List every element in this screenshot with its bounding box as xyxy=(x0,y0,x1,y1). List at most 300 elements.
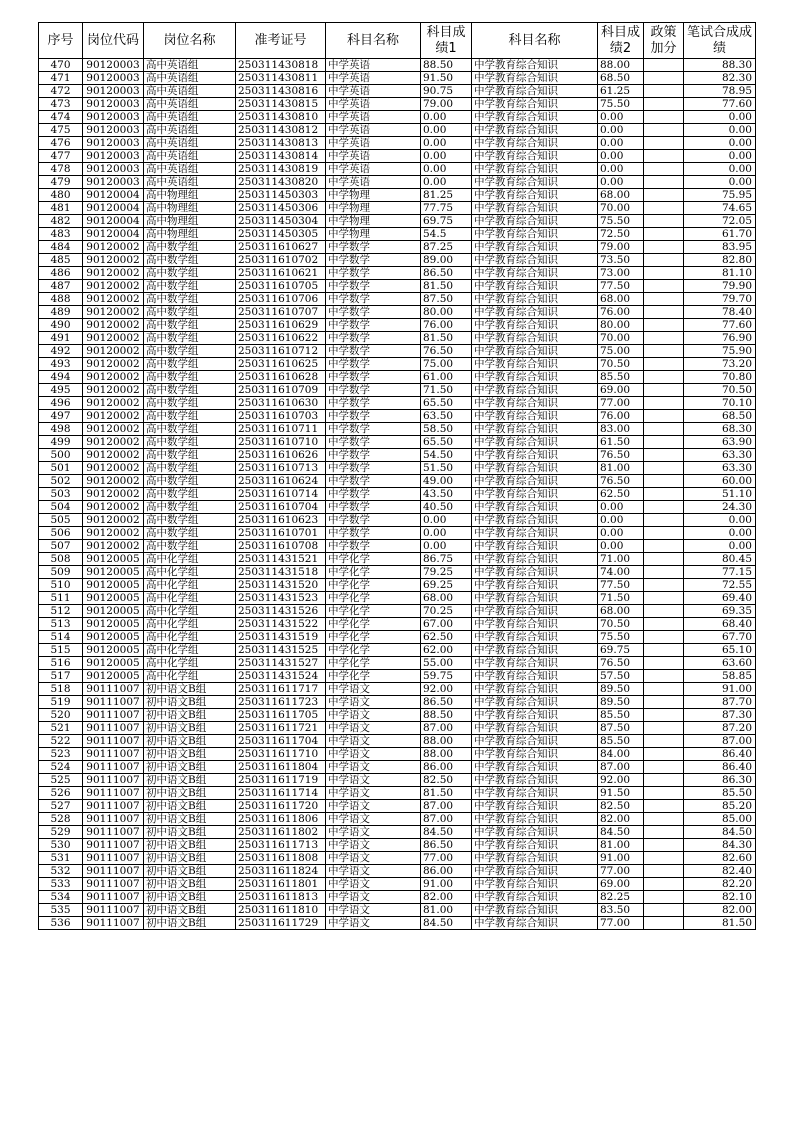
cell-subject2-score: 75.50 xyxy=(598,631,644,644)
cell-subject1-score: 81.25 xyxy=(421,189,472,202)
cell-subject1-score: 0.00 xyxy=(421,176,472,189)
cell-policy-bonus xyxy=(644,410,684,423)
cell-ticket-no: 250311450305 xyxy=(236,228,326,241)
cell-subject2-score: 0.00 xyxy=(598,150,644,163)
cell-subject1-score: 87.00 xyxy=(421,813,472,826)
cell-total-score: 82.60 xyxy=(684,852,756,865)
cell-ticket-no: 250311430820 xyxy=(236,176,326,189)
cell-subject1-score: 70.25 xyxy=(421,605,472,618)
table-row xyxy=(39,150,756,163)
cell-seq: 487 xyxy=(39,280,83,293)
cell-ticket-no: 250311430811 xyxy=(236,72,326,85)
cell-subject1-name: 中学语文 xyxy=(326,865,421,878)
cell-total-score: 82.20 xyxy=(684,878,756,891)
table-row xyxy=(39,72,756,85)
cell-policy-bonus xyxy=(644,59,684,72)
cell-subject1-name: 中学数学 xyxy=(326,358,421,371)
cell-total-score: 79.70 xyxy=(684,293,756,306)
cell-post-code: 90111007 xyxy=(83,787,144,800)
cell-seq: 474 xyxy=(39,111,83,124)
cell-ticket-no: 250311610705 xyxy=(236,280,326,293)
cell-seq: 519 xyxy=(39,696,83,709)
cell-total-score: 87.70 xyxy=(684,696,756,709)
table-row xyxy=(39,852,756,865)
cell-post-name: 高中数学组 xyxy=(144,462,236,475)
cell-ticket-no: 250311610710 xyxy=(236,436,326,449)
table-row xyxy=(39,618,756,631)
cell-policy-bonus xyxy=(644,813,684,826)
cell-total-score: 67.70 xyxy=(684,631,756,644)
cell-post-code: 90120005 xyxy=(83,592,144,605)
cell-post-code: 90120003 xyxy=(83,85,144,98)
table-row xyxy=(39,436,756,449)
cell-subject1-name: 中学化学 xyxy=(326,605,421,618)
cell-seq: 485 xyxy=(39,254,83,267)
cell-post-name: 高中数学组 xyxy=(144,293,236,306)
table-row xyxy=(39,670,756,683)
cell-policy-bonus xyxy=(644,475,684,488)
cell-subject2-score: 91.50 xyxy=(598,787,644,800)
header-post-name: 岗位名称 xyxy=(144,23,236,59)
cell-policy-bonus xyxy=(644,488,684,501)
cell-post-code: 90120002 xyxy=(83,501,144,514)
cell-post-code: 90120002 xyxy=(83,410,144,423)
header-row xyxy=(39,23,756,59)
cell-post-code: 90111007 xyxy=(83,839,144,852)
cell-policy-bonus xyxy=(644,397,684,410)
cell-post-code: 90120005 xyxy=(83,618,144,631)
cell-subject1-score: 88.50 xyxy=(421,709,472,722)
cell-post-code: 90111007 xyxy=(83,748,144,761)
cell-subject1-name: 中学语文 xyxy=(326,683,421,696)
cell-post-code: 90120002 xyxy=(83,293,144,306)
cell-subject2-name: 中学教育综合知识 xyxy=(472,150,598,163)
cell-post-code: 90120003 xyxy=(83,176,144,189)
cell-subject2-name: 中学教育综合知识 xyxy=(472,163,598,176)
cell-ticket-no: 250311430818 xyxy=(236,59,326,72)
header-subject1-name: 科目名称 xyxy=(326,23,421,59)
cell-post-code: 90120005 xyxy=(83,644,144,657)
cell-subject2-score: 70.00 xyxy=(598,202,644,215)
cell-policy-bonus xyxy=(644,644,684,657)
cell-ticket-no: 250311610713 xyxy=(236,462,326,475)
cell-total-score: 88.30 xyxy=(684,59,756,72)
cell-subject2-score: 80.00 xyxy=(598,319,644,332)
cell-post-name: 高中数学组 xyxy=(144,345,236,358)
cell-post-code: 90120002 xyxy=(83,514,144,527)
cell-subject1-name: 中学数学 xyxy=(326,423,421,436)
table-row xyxy=(39,59,756,72)
cell-subject1-score: 0.00 xyxy=(421,514,472,527)
cell-seq: 508 xyxy=(39,553,83,566)
cell-subject1-name: 中学英语 xyxy=(326,59,421,72)
cell-total-score: 0.00 xyxy=(684,527,756,540)
cell-seq: 475 xyxy=(39,124,83,137)
cell-post-name: 高中数学组 xyxy=(144,423,236,436)
cell-total-score: 83.95 xyxy=(684,241,756,254)
cell-total-score: 82.40 xyxy=(684,865,756,878)
cell-subject2-name: 中学教育综合知识 xyxy=(472,904,598,917)
cell-post-code: 90111007 xyxy=(83,891,144,904)
cell-policy-bonus xyxy=(644,657,684,670)
cell-total-score: 63.30 xyxy=(684,462,756,475)
cell-subject2-score: 70.50 xyxy=(598,358,644,371)
cell-post-code: 90120003 xyxy=(83,111,144,124)
cell-subject2-score: 0.00 xyxy=(598,163,644,176)
cell-subject1-score: 69.75 xyxy=(421,215,472,228)
cell-post-code: 90120002 xyxy=(83,423,144,436)
cell-subject2-name: 中学教育综合知识 xyxy=(472,761,598,774)
cell-subject2-score: 85.50 xyxy=(598,709,644,722)
cell-subject2-score: 84.00 xyxy=(598,748,644,761)
cell-post-code: 90120002 xyxy=(83,319,144,332)
cell-post-name: 高中数学组 xyxy=(144,540,236,553)
cell-policy-bonus xyxy=(644,683,684,696)
cell-ticket-no: 250311611720 xyxy=(236,800,326,813)
cell-subject1-name: 中学语文 xyxy=(326,813,421,826)
cell-total-score: 68.30 xyxy=(684,423,756,436)
cell-total-score: 86.30 xyxy=(684,774,756,787)
cell-policy-bonus xyxy=(644,553,684,566)
cell-policy-bonus xyxy=(644,605,684,618)
cell-subject1-name: 中学化学 xyxy=(326,670,421,683)
cell-subject2-name: 中学教育综合知识 xyxy=(472,124,598,137)
cell-total-score: 82.00 xyxy=(684,904,756,917)
cell-subject2-score: 83.50 xyxy=(598,904,644,917)
cell-subject2-name: 中学教育综合知识 xyxy=(472,748,598,761)
cell-seq: 497 xyxy=(39,410,83,423)
cell-policy-bonus xyxy=(644,436,684,449)
cell-post-code: 90120005 xyxy=(83,631,144,644)
cell-seq: 484 xyxy=(39,241,83,254)
cell-subject1-name: 中学英语 xyxy=(326,111,421,124)
cell-subject1-name: 中学化学 xyxy=(326,592,421,605)
table-row xyxy=(39,293,756,306)
cell-subject2-score: 68.00 xyxy=(598,189,644,202)
cell-subject2-score: 68.50 xyxy=(598,72,644,85)
cell-subject2-name: 中学教育综合知识 xyxy=(472,462,598,475)
cell-policy-bonus xyxy=(644,189,684,202)
cell-ticket-no: 250311610706 xyxy=(236,293,326,306)
cell-post-code: 90111007 xyxy=(83,683,144,696)
cell-total-score: 74.65 xyxy=(684,202,756,215)
cell-subject2-score: 0.00 xyxy=(598,176,644,189)
cell-seq: 494 xyxy=(39,371,83,384)
cell-post-name: 高中数学组 xyxy=(144,527,236,540)
table-row xyxy=(39,904,756,917)
cell-post-name: 初中语文B组 xyxy=(144,904,236,917)
cell-seq: 498 xyxy=(39,423,83,436)
cell-post-name: 高中英语组 xyxy=(144,150,236,163)
cell-subject1-score: 55.00 xyxy=(421,657,472,670)
cell-ticket-no: 250311610701 xyxy=(236,527,326,540)
table-row xyxy=(39,813,756,826)
cell-subject1-name: 中学语文 xyxy=(326,735,421,748)
cell-post-code: 90111007 xyxy=(83,774,144,787)
cell-post-name: 高中数学组 xyxy=(144,280,236,293)
cell-total-score: 0.00 xyxy=(684,540,756,553)
cell-policy-bonus xyxy=(644,514,684,527)
cell-seq: 514 xyxy=(39,631,83,644)
cell-subject1-name: 中学数学 xyxy=(326,436,421,449)
cell-subject2-score: 81.00 xyxy=(598,839,644,852)
cell-total-score: 70.10 xyxy=(684,397,756,410)
cell-total-score: 85.20 xyxy=(684,800,756,813)
cell-post-code: 90120002 xyxy=(83,241,144,254)
cell-ticket-no: 250311430810 xyxy=(236,111,326,124)
cell-subject2-score: 68.00 xyxy=(598,605,644,618)
cell-seq: 479 xyxy=(39,176,83,189)
cell-subject2-name: 中学教育综合知识 xyxy=(472,59,598,72)
table-row xyxy=(39,722,756,735)
cell-policy-bonus xyxy=(644,826,684,839)
cell-subject1-name: 中学语文 xyxy=(326,891,421,904)
cell-subject2-name: 中学教育综合知识 xyxy=(472,85,598,98)
table-row xyxy=(39,605,756,618)
cell-seq: 527 xyxy=(39,800,83,813)
cell-subject2-score: 89.50 xyxy=(598,683,644,696)
cell-subject1-name: 中学数学 xyxy=(326,241,421,254)
cell-subject1-name: 中学物理 xyxy=(326,189,421,202)
cell-total-score: 24.30 xyxy=(684,501,756,514)
cell-subject1-score: 0.00 xyxy=(421,527,472,540)
table-row xyxy=(39,241,756,254)
cell-total-score: 78.40 xyxy=(684,306,756,319)
cell-total-score: 81.10 xyxy=(684,267,756,280)
cell-ticket-no: 250311611721 xyxy=(236,722,326,735)
cell-ticket-no: 250311610623 xyxy=(236,514,326,527)
cell-subject1-score: 77.00 xyxy=(421,852,472,865)
table-row xyxy=(39,878,756,891)
cell-subject1-name: 中学英语 xyxy=(326,176,421,189)
cell-ticket-no: 250311431523 xyxy=(236,592,326,605)
cell-post-name: 初中语文B组 xyxy=(144,839,236,852)
cell-total-score: 72.05 xyxy=(684,215,756,228)
cell-subject1-score: 0.00 xyxy=(421,111,472,124)
cell-subject2-score: 85.50 xyxy=(598,735,644,748)
cell-subject1-score: 87.00 xyxy=(421,800,472,813)
cell-subject1-score: 0.00 xyxy=(421,540,472,553)
cell-total-score: 82.10 xyxy=(684,891,756,904)
cell-total-score: 75.90 xyxy=(684,345,756,358)
cell-policy-bonus xyxy=(644,241,684,254)
cell-post-code: 90120002 xyxy=(83,449,144,462)
cell-post-code: 90111007 xyxy=(83,826,144,839)
cell-subject1-name: 中学数学 xyxy=(326,319,421,332)
cell-ticket-no: 250311611719 xyxy=(236,774,326,787)
cell-subject1-name: 中学语文 xyxy=(326,774,421,787)
cell-total-score: 0.00 xyxy=(684,176,756,189)
cell-post-code: 90111007 xyxy=(83,904,144,917)
cell-post-code: 90120002 xyxy=(83,527,144,540)
cell-ticket-no: 250311610707 xyxy=(236,306,326,319)
cell-policy-bonus xyxy=(644,722,684,735)
cell-total-score: 65.10 xyxy=(684,644,756,657)
cell-post-code: 90111007 xyxy=(83,813,144,826)
cell-total-score: 78.95 xyxy=(684,85,756,98)
cell-subject2-name: 中学教育综合知识 xyxy=(472,137,598,150)
cell-subject1-score: 40.50 xyxy=(421,501,472,514)
cell-subject1-score: 68.00 xyxy=(421,592,472,605)
cell-subject2-score: 81.00 xyxy=(598,462,644,475)
cell-subject1-score: 90.75 xyxy=(421,85,472,98)
cell-post-code: 90120002 xyxy=(83,436,144,449)
cell-post-name: 高中物理组 xyxy=(144,189,236,202)
cell-subject2-name: 中学教育综合知识 xyxy=(472,280,598,293)
cell-post-name: 高中化学组 xyxy=(144,631,236,644)
cell-seq: 535 xyxy=(39,904,83,917)
table-row xyxy=(39,696,756,709)
cell-subject2-name: 中学教育综合知识 xyxy=(472,722,598,735)
cell-subject2-name: 中学教育综合知识 xyxy=(472,605,598,618)
cell-post-name: 高中英语组 xyxy=(144,176,236,189)
table-row xyxy=(39,683,756,696)
cell-total-score: 87.00 xyxy=(684,735,756,748)
cell-ticket-no: 250311611824 xyxy=(236,865,326,878)
cell-policy-bonus xyxy=(644,306,684,319)
cell-seq: 492 xyxy=(39,345,83,358)
cell-subject2-name: 中学教育综合知识 xyxy=(472,501,598,514)
cell-subject1-name: 中学语文 xyxy=(326,904,421,917)
table-row xyxy=(39,865,756,878)
cell-total-score: 69.40 xyxy=(684,592,756,605)
cell-ticket-no: 250311610630 xyxy=(236,397,326,410)
cell-post-name: 高中数学组 xyxy=(144,332,236,345)
cell-post-name: 高中数学组 xyxy=(144,254,236,267)
cell-ticket-no: 250311610627 xyxy=(236,241,326,254)
header-total-score: 笔试合成成绩 xyxy=(684,23,756,59)
cell-post-code: 90120005 xyxy=(83,670,144,683)
cell-seq: 520 xyxy=(39,709,83,722)
table-row xyxy=(39,631,756,644)
cell-policy-bonus xyxy=(644,150,684,163)
cell-seq: 501 xyxy=(39,462,83,475)
cell-ticket-no: 250311611704 xyxy=(236,735,326,748)
cell-total-score: 70.50 xyxy=(684,384,756,397)
cell-subject2-score: 70.00 xyxy=(598,332,644,345)
cell-subject1-score: 49.00 xyxy=(421,475,472,488)
cell-subject1-score: 81.50 xyxy=(421,332,472,345)
cell-ticket-no: 250311450304 xyxy=(236,215,326,228)
cell-post-code: 90120002 xyxy=(83,306,144,319)
cell-ticket-no: 250311610704 xyxy=(236,501,326,514)
table-row xyxy=(39,761,756,774)
cell-post-name: 高中物理组 xyxy=(144,228,236,241)
cell-seq: 513 xyxy=(39,618,83,631)
cell-subject1-score: 54.50 xyxy=(421,449,472,462)
cell-subject2-name: 中学教育综合知识 xyxy=(472,111,598,124)
cell-subject1-score: 76.50 xyxy=(421,345,472,358)
cell-subject1-name: 中学物理 xyxy=(326,215,421,228)
cell-subject1-name: 中学数学 xyxy=(326,488,421,501)
cell-total-score: 69.35 xyxy=(684,605,756,618)
cell-subject2-score: 62.50 xyxy=(598,488,644,501)
cell-subject1-score: 76.00 xyxy=(421,319,472,332)
cell-subject1-score: 67.00 xyxy=(421,618,472,631)
table-row xyxy=(39,202,756,215)
cell-policy-bonus xyxy=(644,254,684,267)
cell-ticket-no: 250311611713 xyxy=(236,839,326,852)
cell-seq: 480 xyxy=(39,189,83,202)
cell-post-code: 90120002 xyxy=(83,280,144,293)
cell-policy-bonus xyxy=(644,176,684,189)
cell-subject2-score: 73.00 xyxy=(598,267,644,280)
cell-seq: 523 xyxy=(39,748,83,761)
cell-policy-bonus xyxy=(644,423,684,436)
cell-policy-bonus xyxy=(644,293,684,306)
cell-seq: 533 xyxy=(39,878,83,891)
cell-subject2-name: 中学教育综合知识 xyxy=(472,839,598,852)
cell-subject1-name: 中学化学 xyxy=(326,631,421,644)
cell-post-code: 90120003 xyxy=(83,150,144,163)
cell-post-code: 90120002 xyxy=(83,267,144,280)
table-row xyxy=(39,644,756,657)
cell-total-score: 73.20 xyxy=(684,358,756,371)
cell-seq: 534 xyxy=(39,891,83,904)
table-row xyxy=(39,501,756,514)
cell-subject1-score: 81.50 xyxy=(421,787,472,800)
cell-subject1-score: 58.50 xyxy=(421,423,472,436)
cell-policy-bonus xyxy=(644,384,684,397)
cell-subject1-name: 中学英语 xyxy=(326,124,421,137)
cell-subject2-name: 中学教育综合知识 xyxy=(472,878,598,891)
table-row xyxy=(39,176,756,189)
table-row xyxy=(39,189,756,202)
cell-seq: 506 xyxy=(39,527,83,540)
cell-ticket-no: 250311611717 xyxy=(236,683,326,696)
cell-subject2-score: 69.75 xyxy=(598,644,644,657)
cell-subject2-name: 中学教育综合知识 xyxy=(472,917,598,930)
cell-total-score: 87.30 xyxy=(684,709,756,722)
cell-subject2-name: 中学教育综合知识 xyxy=(472,293,598,306)
cell-total-score: 86.40 xyxy=(684,748,756,761)
cell-subject2-name: 中学教育综合知识 xyxy=(472,709,598,722)
cell-post-code: 90120002 xyxy=(83,540,144,553)
cell-seq: 490 xyxy=(39,319,83,332)
cell-policy-bonus xyxy=(644,267,684,280)
cell-post-name: 高中化学组 xyxy=(144,579,236,592)
cell-seq: 482 xyxy=(39,215,83,228)
cell-subject2-name: 中学教育综合知识 xyxy=(472,397,598,410)
cell-post-code: 90111007 xyxy=(83,852,144,865)
cell-ticket-no: 250311611808 xyxy=(236,852,326,865)
cell-seq: 532 xyxy=(39,865,83,878)
cell-seq: 477 xyxy=(39,150,83,163)
cell-subject1-score: 65.50 xyxy=(421,397,472,410)
cell-subject1-name: 中学语文 xyxy=(326,852,421,865)
cell-seq: 471 xyxy=(39,72,83,85)
cell-total-score: 0.00 xyxy=(684,111,756,124)
header-subject1-score: 科目成绩1 xyxy=(421,23,472,59)
cell-subject1-score: 84.50 xyxy=(421,826,472,839)
cell-subject1-name: 中学化学 xyxy=(326,553,421,566)
cell-post-name: 高中化学组 xyxy=(144,566,236,579)
table-header xyxy=(39,23,756,59)
cell-total-score: 80.45 xyxy=(684,553,756,566)
table-row xyxy=(39,410,756,423)
cell-subject1-name: 中学英语 xyxy=(326,72,421,85)
cell-subject1-score: 62.50 xyxy=(421,631,472,644)
cell-subject1-name: 中学数学 xyxy=(326,475,421,488)
cell-post-code: 90120002 xyxy=(83,358,144,371)
cell-post-code: 90120004 xyxy=(83,189,144,202)
cell-policy-bonus xyxy=(644,579,684,592)
cell-post-name: 初中语文B组 xyxy=(144,852,236,865)
cell-post-name: 高中数学组 xyxy=(144,384,236,397)
cell-post-code: 90120005 xyxy=(83,566,144,579)
table-row xyxy=(39,774,756,787)
table-row xyxy=(39,800,756,813)
